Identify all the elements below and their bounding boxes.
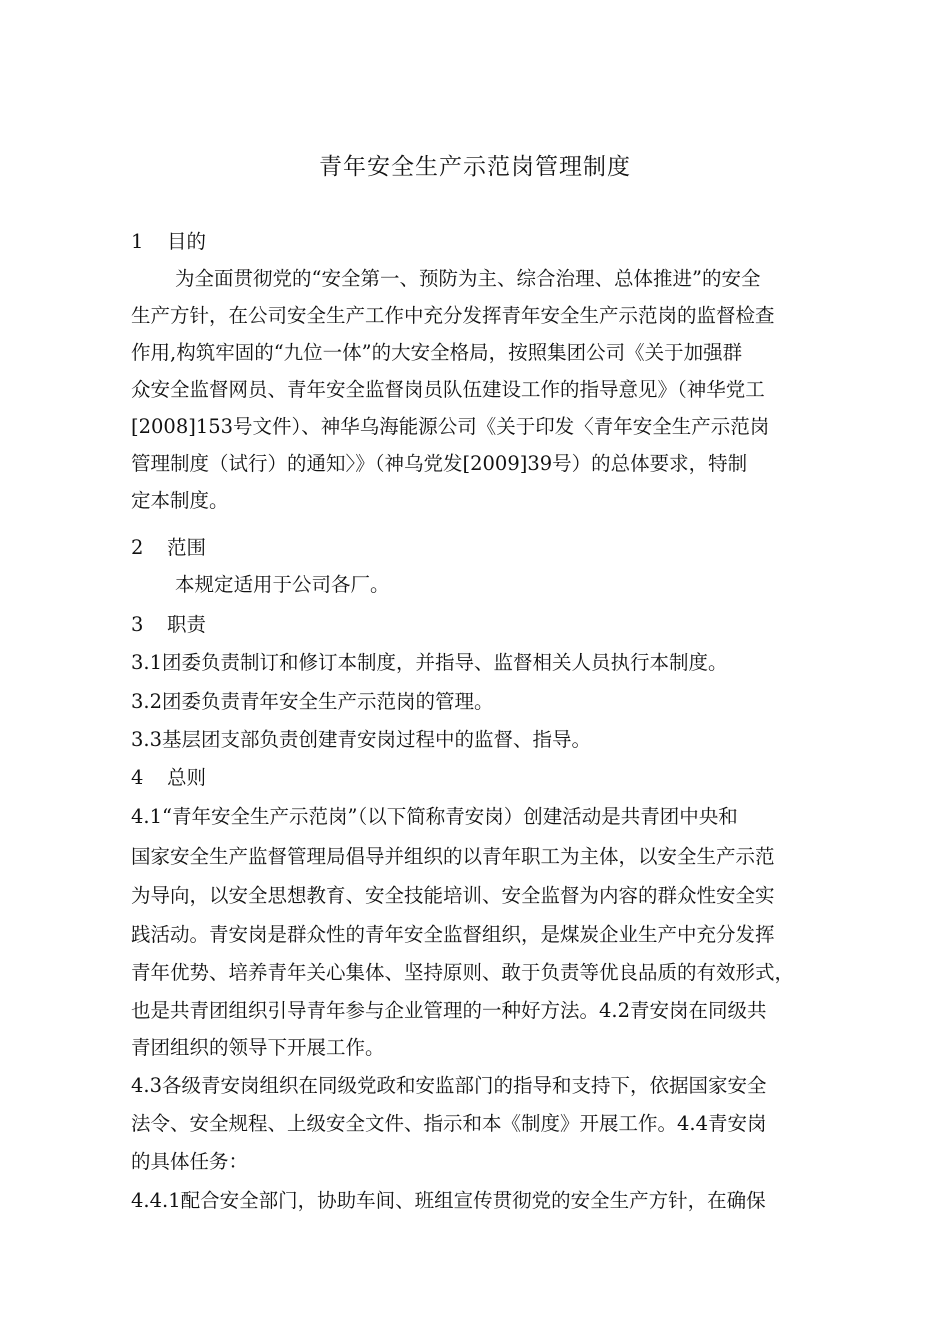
paragraph-line: 3.1团委负责制订和修订本制度，并指导、监督相关人员执行本制度。 <box>131 651 728 674</box>
paragraph-line: 管理制度（试行）的通知〉》（神乌党发[2009]39号）的总体要求，特制 <box>131 452 748 475</box>
paragraph-line: 青年优势、培养青年关心集体、坚持原则、敢于负责等优良品质的有效形式， <box>131 961 795 984</box>
document-title: 青年安全生产示范岗管理制度 <box>319 154 631 180</box>
section-title: 目的 <box>167 230 207 253</box>
paragraph-line: 也是共青团组织引导青年参与企业管理的一种好方法。4.2青安岗在同级共 <box>131 999 767 1022</box>
paragraph-line: 生产方针，在公司安全生产工作中充分发挥青年安全生产示范岗的监督检查 <box>131 304 775 327</box>
section-number: 4 <box>131 766 144 789</box>
section-heading-4 <box>131 765 206 791</box>
paragraph-line: 3.2团委负责青年安全生产示范岗的管理。 <box>131 690 494 713</box>
section-heading-2 <box>131 535 206 561</box>
paragraph-line: 4.1“青年安全生产示范岗”（以下简称青安岗）创建活动是共青团中央和 <box>131 805 738 828</box>
paragraph-line: 4.4.1配合安全部门，协助车间、班组宣传贯彻党的安全生产方针，在确保 <box>131 1189 766 1212</box>
paragraph-line: 4.3各级青安岗组织在同级党政和安监部门的指导和支持下，依据国家安全 <box>131 1074 767 1097</box>
paragraph-line: 为全面贯彻党的“安全第一、预防为主、综合治理、总体推进”的安全 <box>175 267 761 290</box>
paragraph-line: 国家安全生产监督管理局倡导并组织的以青年职工为主体，以安全生产示范 <box>131 845 775 868</box>
paragraph-line: 法令、安全规程、上级安全文件、指示和本《制度》开展工作。4.4青安岗 <box>131 1112 767 1135</box>
section-heading-3 <box>131 612 206 638</box>
paragraph-line: 作用,构筑牢固的“九位一体”的大安全格局，按照集团公司《关于加强群 <box>131 341 743 364</box>
paragraph-line: 3.3基层团支部负责创建青安岗过程中的监督、指导。 <box>131 728 592 751</box>
section-number: 3 <box>131 613 144 636</box>
paragraph-line: [2008]153号文件）、神华乌海能源公司《关于印发〈青年安全生产示范岗 <box>131 415 770 438</box>
paragraph-line: 的具体任务： <box>131 1150 249 1173</box>
paragraph-line: 践活动。青安岗是群众性的青年安全监督组织，是煤炭企业生产中充分发挥 <box>131 923 775 946</box>
section-number: 1 <box>131 230 144 253</box>
section-title: 范围 <box>167 536 207 559</box>
paragraph-line: 为导向，以安全思想教育、安全技能培训、安全监督为内容的群众性安全实 <box>131 884 775 907</box>
section-title: 总则 <box>167 766 207 789</box>
paragraph-line: 定本制度。 <box>131 489 229 512</box>
section-heading-1 <box>131 229 206 255</box>
paragraph-line: 本规定适用于公司各厂。 <box>175 573 390 596</box>
paragraph-line: 青团组织的领导下开展工作。 <box>131 1036 385 1059</box>
section-number: 2 <box>131 536 144 559</box>
section-title: 职责 <box>167 613 207 636</box>
paragraph-line: 众安全监督网员、青年安全监督岗员队伍建设工作的指导意见》（神华党工 <box>131 378 765 401</box>
